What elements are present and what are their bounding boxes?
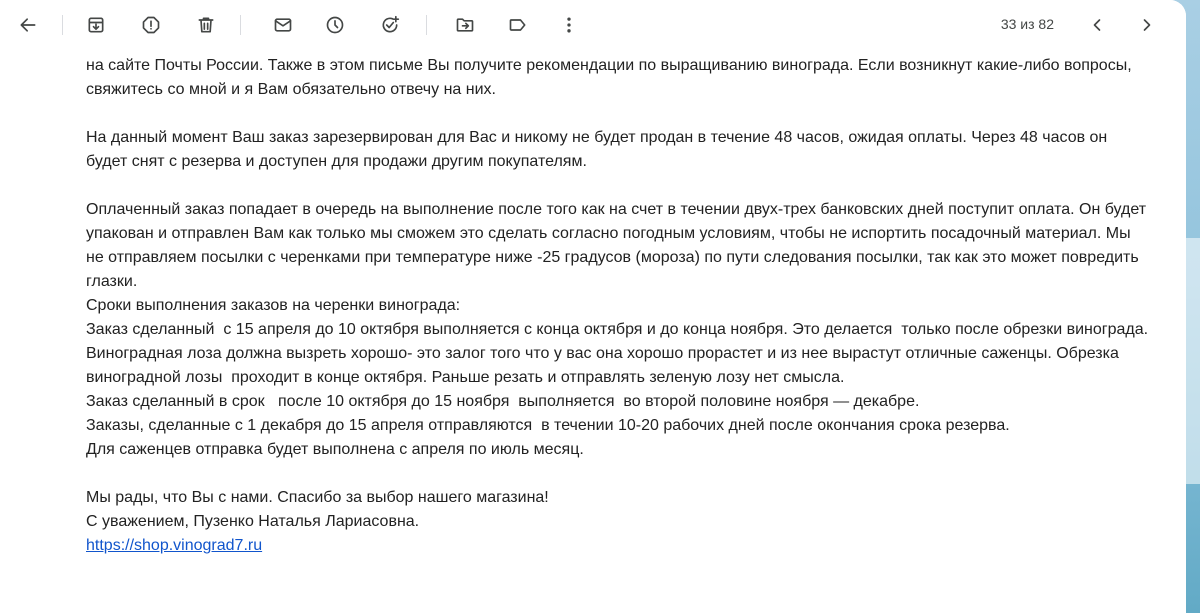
labels-button[interactable] (498, 5, 538, 45)
move-to-button[interactable] (445, 5, 485, 45)
snooze-button[interactable] (315, 5, 355, 45)
text-line: не отправляем посылки с черенками при температуре ниже -25 градусов (мороза) по пути следования посылки, так как это может повредить (86, 249, 1139, 266)
paragraph-reservation (86, 126, 1168, 174)
report-spam-icon (141, 15, 161, 35)
chevron-right-icon (1137, 15, 1157, 35)
label-icon (508, 15, 528, 35)
move-to-folder-icon (455, 15, 475, 35)
text-line: будет снят с резерва и доступен для продажи другим покупателям. (86, 153, 587, 170)
add-task-button[interactable] (370, 5, 410, 45)
add-task-icon (380, 15, 400, 35)
text-line: Заказы, сделанные с 1 декабря до 15 апреля отправляются в течении 10-20 рабочих дней после окончания срока резерва. (86, 417, 1010, 434)
text-line: виноградной лозы проходит в конце октября. Раньше резать и отправлять зеленую лозу нет смысла. (86, 369, 845, 386)
toolbar-divider (240, 15, 241, 35)
clock-icon (325, 15, 345, 35)
text-line: Сроки выполнения заказов на черенки винограда: (86, 297, 461, 314)
text-line: упакован и отправлен Вам как только мы сможем это сделать согласно погодным условиям, чтобы не испортить посадочный материал. Мы (86, 225, 1131, 242)
shop-link[interactable]: https://shop.vinograd7.ru (86, 537, 263, 554)
message-counter: 33 из 82 (1000, 16, 1054, 32)
paragraph-order-terms (86, 198, 1168, 462)
report-spam-button[interactable] (131, 5, 171, 45)
paragraph-signature (86, 486, 1168, 558)
message-body (86, 30, 1168, 582)
text-line: глазки. (86, 273, 138, 290)
trash-icon (196, 15, 216, 35)
mail-icon (273, 15, 293, 35)
newer-message-button[interactable] (1077, 5, 1117, 45)
archive-button[interactable] (76, 5, 116, 45)
more-vert-icon (559, 15, 579, 35)
text-line: Заказ сделанный с 15 апреля до 10 октября выполняется с конца октября и до конца ноября. Это делается только после обрезки винограда. (86, 321, 1149, 338)
back-button[interactable] (8, 5, 48, 45)
text-line: на сайте Почты России. Также в этом письме Вы получите рекомендации по выращиванию винограда. Если возникнут какие-либо вопросы, (86, 57, 1132, 74)
toolbar-divider (426, 15, 427, 35)
message-toolbar (0, 0, 1186, 50)
arrow-left-icon (18, 15, 38, 35)
text-line: Заказ сделанный в срок после 10 октября до 15 ноября выполняется во второй половине ноября — декабре. (86, 393, 920, 410)
text-line: На данный момент Ваш заказ зарезервирован для Вас и никому не будет продан в течение 48 часов, ожидая оплаты. Через 48 часов он (86, 129, 1108, 146)
text-line: свяжитесь со мной и я Вам обязательно отвечу на них. (86, 81, 496, 98)
text-line: Мы рады, что Вы с нами. Спасибо за выбор нашего магазина! (86, 489, 549, 506)
text-line: С уважением, Пузенко Наталья Лариасовна. (86, 513, 420, 530)
text-line: Оплаченный заказ попадает в очередь на выполнение после того как на счет в течении двух-трех банковских дней поступит оплата. Он будет (86, 201, 1147, 218)
archive-icon (86, 15, 106, 35)
scrollbar-thumb[interactable] (1186, 238, 1200, 484)
chevron-left-icon (1087, 15, 1107, 35)
text-line: Виноградная лоза должна вызреть хорошо- это залог того что у вас она хорошо прорастет и из нее вырастут отличные саженцы. Обрезка (86, 345, 1119, 362)
more-options-button[interactable] (549, 5, 589, 45)
text-line: Для саженцев отправка будет выполнена с апреля по июль месяц. (86, 441, 584, 458)
mark-unread-button[interactable] (263, 5, 303, 45)
older-message-button[interactable] (1127, 5, 1167, 45)
delete-button[interactable] (186, 5, 226, 45)
toolbar-divider (62, 15, 63, 35)
